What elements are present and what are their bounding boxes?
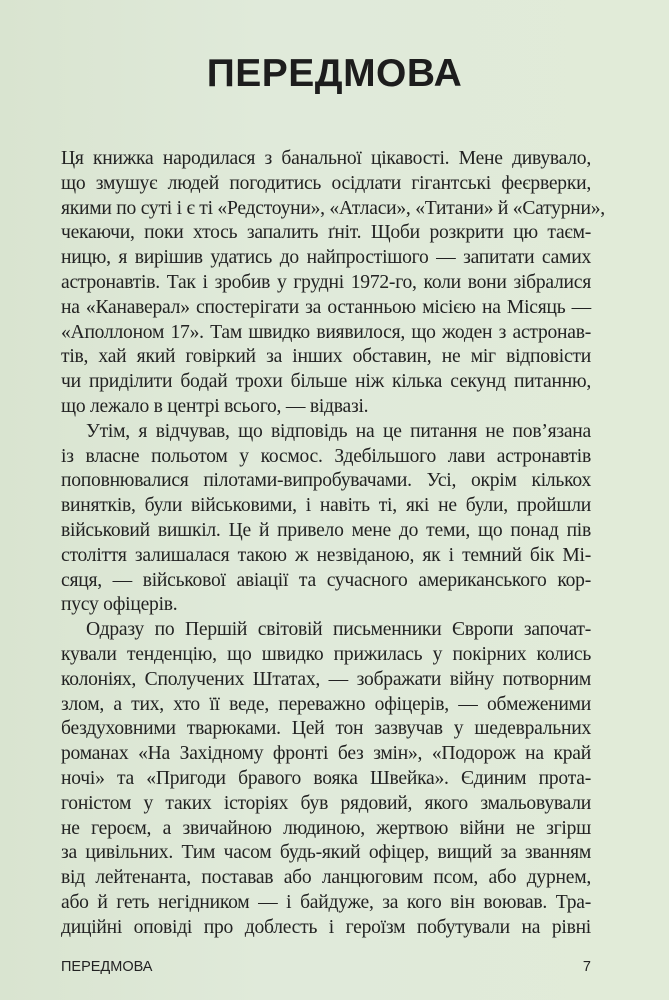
- text-line: чи приділити бодай трохи більше ніж кілька секунд питанню,: [61, 371, 591, 393]
- running-head: ПЕРЕДМОВА: [61, 959, 153, 975]
- text-line: винятків, були військовими, і навіть ті, які не були, пройшли: [61, 495, 591, 517]
- text-line: ницю, я вирішив удатись до найпростішого — запитати самих: [61, 247, 591, 269]
- text-line: на «Канаверал» спостерігати за останньою місією на Місяць —: [61, 296, 591, 318]
- text-line: бездуховними тварюками. Цей тон зазвучав у шедевральних: [61, 718, 591, 740]
- text-line: чекаючи, поки хтось запалить ґніт. Щоби розкрити цю таєм-: [61, 222, 591, 244]
- text-line: військовий вишкіл. Це й привело мене до теми, що понад пів: [61, 519, 591, 541]
- text-line: романах «На Західному фронті без змін», «Подорож на край: [61, 743, 591, 765]
- text-line: диційні оповіді про доблесть і героїзм побутували на рівні: [61, 916, 591, 938]
- text-line: за цивільних. Тим часом будь-який офіцер, вищий за званням: [61, 842, 591, 864]
- text-line: із власне польотом у космос. Здебільшого лави астронавтів: [61, 445, 591, 467]
- text-line: ночі» та «Пригоди бравого вояка Швейка». Єдиним прота-: [61, 767, 591, 789]
- text-line: що змушує людей погодитись осідлати гігантські феєрверки,: [61, 172, 591, 194]
- text-line: сяця, — військової авіації та сучасного американського кор-: [61, 569, 591, 591]
- text-line: Утім, я відчував, що відповідь на це питання не пов’язана: [86, 420, 591, 442]
- chapter-title: ПЕРЕДМОВА: [206, 52, 463, 95]
- text-line: злом, а тих, хто її веде, переважно офіцерів, — обмеженими: [61, 693, 591, 715]
- body-text: [61, 147, 605, 941]
- text-line: якими по суті і є ті «Редстоуни», «Атласи», «Титани» й «Сатурни»,: [61, 197, 605, 219]
- text-line: поповнювалися пілотами-випробувачами. Усі, окрім кількох: [61, 470, 591, 492]
- text-line: що лежало в центрі всього, — відвазі.: [61, 395, 369, 417]
- text-line: або й геть негідником — і байдуже, за кого він воював. Тра-: [61, 891, 591, 913]
- text-line: колоніях, Сполучених Штатах, — зображати війну потворним: [61, 668, 591, 690]
- text-line: від лейтенанта, поставав або ланцюговим псом, або дурнем,: [61, 867, 591, 889]
- text-line: Одразу по Першій світовій письменники Європи започат-: [86, 619, 591, 641]
- text-line: кували тенденцію, що швидко прижилась у покірних колись: [61, 643, 591, 665]
- text-line: «Аполлоном 17». Там швидко виявилося, що жоден з астронав-: [61, 321, 591, 343]
- text-line: пусу офіцерів.: [61, 594, 178, 616]
- text-line: Ця книжка народилася з банальної цікавості. Мене дивувало,: [61, 148, 591, 169]
- text-line: століття залишалася такою ж незвіданою, як і темний бік Мі-: [61, 544, 591, 566]
- text-line: астронавтів. Так і зробив у грудні 1972-го, коли вони зібралися: [61, 271, 591, 293]
- text-line: не героєм, а звичайною людиною, жертвою війни не згірш: [61, 817, 591, 839]
- text-line: тів, хай який говіркий за інших обставин, не міг відповісти: [61, 346, 591, 368]
- text-line: гоністом у таких історіях був рядовий, якого змальовували: [61, 792, 591, 814]
- page-number: 7: [582, 959, 591, 975]
